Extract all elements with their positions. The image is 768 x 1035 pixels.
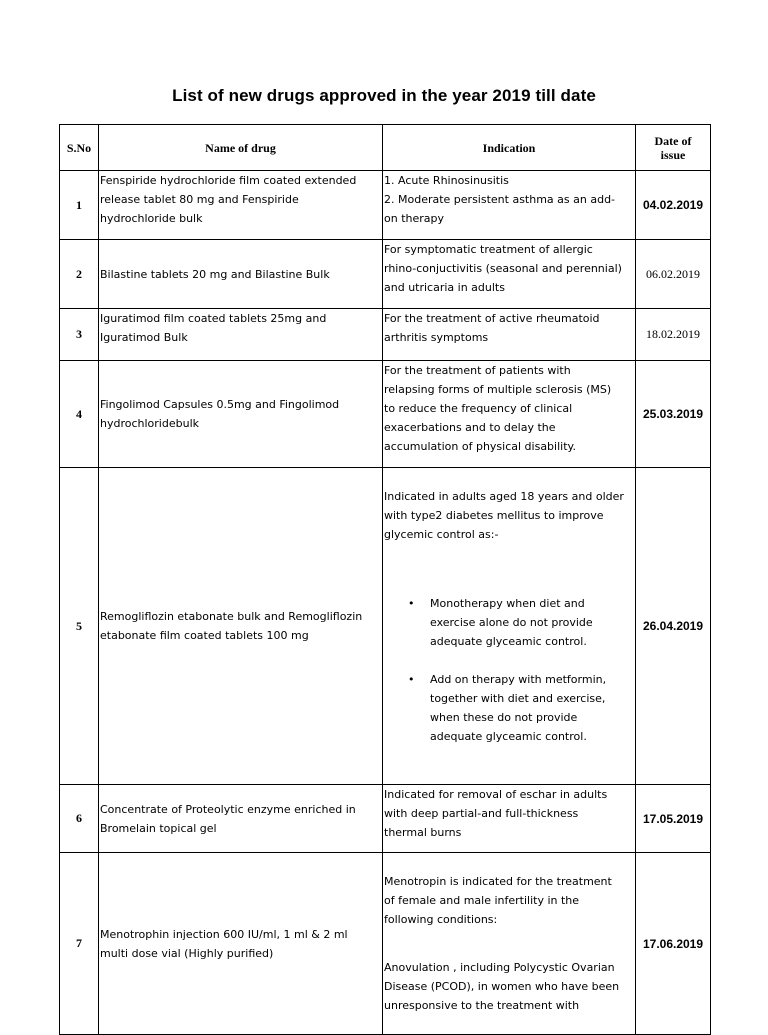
header-date: Date of issue [636, 125, 711, 171]
row-date: 17.05.2019 [636, 785, 711, 853]
row-drug-name: Remogliflozin etabonate bulk and Remogliflozin etabonate film coated tablets 100 mg [99, 468, 383, 785]
table-row [60, 468, 711, 785]
row-sno: 3 [60, 309, 99, 361]
row-sno: 2 [60, 240, 99, 309]
row-date: 26.04.2019 [636, 468, 711, 785]
row-date: 04.02.2019 [636, 171, 711, 240]
table-row [60, 785, 711, 853]
row-date: 06.02.2019 [636, 240, 711, 309]
table-row [60, 171, 711, 240]
indication-intro: Indicated in adults aged 18 years and older with type2 diabetes mellitus to improve glycemic control as:- [384, 490, 624, 541]
indication-text: Menotropin is indicated for the treatment of female and male infertility in the following conditions: [384, 875, 612, 926]
row-indication [383, 853, 636, 1035]
indication-bullet: • Add on therapy with metformin, together with diet and exercise, when these do not provide adequate glyceamic control. [430, 670, 634, 746]
row-drug-name: Iguratimod film coated tablets 25mg and Iguratimod Bulk [99, 309, 383, 361]
row-sno: 1 [60, 171, 99, 240]
row-indication [383, 468, 636, 785]
header-sno: S.No [60, 125, 99, 171]
table-row [60, 309, 711, 361]
row-date: 18.02.2019 [636, 309, 711, 361]
row-indication: For the treatment of patients with relapsing forms of multiple sclerosis (MS) to reduce the frequency of clinical exacerbations and to delay the accumulation of physical disability. [383, 361, 636, 468]
header-name: Name of drug [99, 125, 383, 171]
row-sno: 4 [60, 361, 99, 468]
row-drug-name: Fenspiride hydrochloride film coated extended release tablet 80 mg and Fenspiride hydrochloride bulk [99, 171, 383, 240]
row-sno: 6 [60, 785, 99, 853]
table-row [60, 361, 711, 468]
header-indication: Indication [383, 125, 636, 171]
row-drug-name: Fingolimod Capsules 0.5mg and Fingolimod hydrochloridebulk [99, 361, 383, 468]
indication-continued: Anovulation , including Polycystic Ovarian Disease (PCOD), in women who have been unresponsive to the treatment with [384, 961, 620, 1012]
row-indication: Indicated for removal of eschar in adults with deep partial-and full-thickness thermal burns [383, 785, 636, 853]
table-row [60, 240, 711, 309]
row-indication: 1. Acute Rhinosinusitis 2. Moderate persistent asthma as an add- on therapy [383, 171, 636, 240]
row-sno: 5 [60, 468, 99, 785]
table-row [60, 853, 711, 1035]
indication-bullet: • Monotherapy when diet and exercise alone do not provide adequate glyceamic control. [430, 594, 634, 651]
row-drug-name: Menotrophin injection 600 IU/ml, 1 ml & 2 ml multi dose vial (Highly purified) [99, 853, 383, 1035]
row-indication: For the treatment of active rheumatoid arthritis symptoms [383, 309, 636, 361]
page-title: List of new drugs approved in the year 2019 till date [172, 86, 596, 105]
row-date: 25.03.2019 [636, 361, 711, 468]
row-drug-name: Concentrate of Proteolytic enzyme enriched in Bromelain topical gel [99, 785, 383, 853]
drugs-table [59, 124, 711, 1035]
row-drug-name: Bilastine tablets 20 mg and Bilastine Bulk [99, 240, 383, 309]
row-indication: For symptomatic treatment of allergic rhino-conjuctivitis (seasonal and perennial) and utricaria in adults [383, 240, 636, 309]
table-header-row [60, 125, 711, 171]
row-date: 17.06.2019 [636, 853, 711, 1035]
indication-bullet-list [384, 575, 634, 765]
row-sno: 7 [60, 853, 99, 1035]
